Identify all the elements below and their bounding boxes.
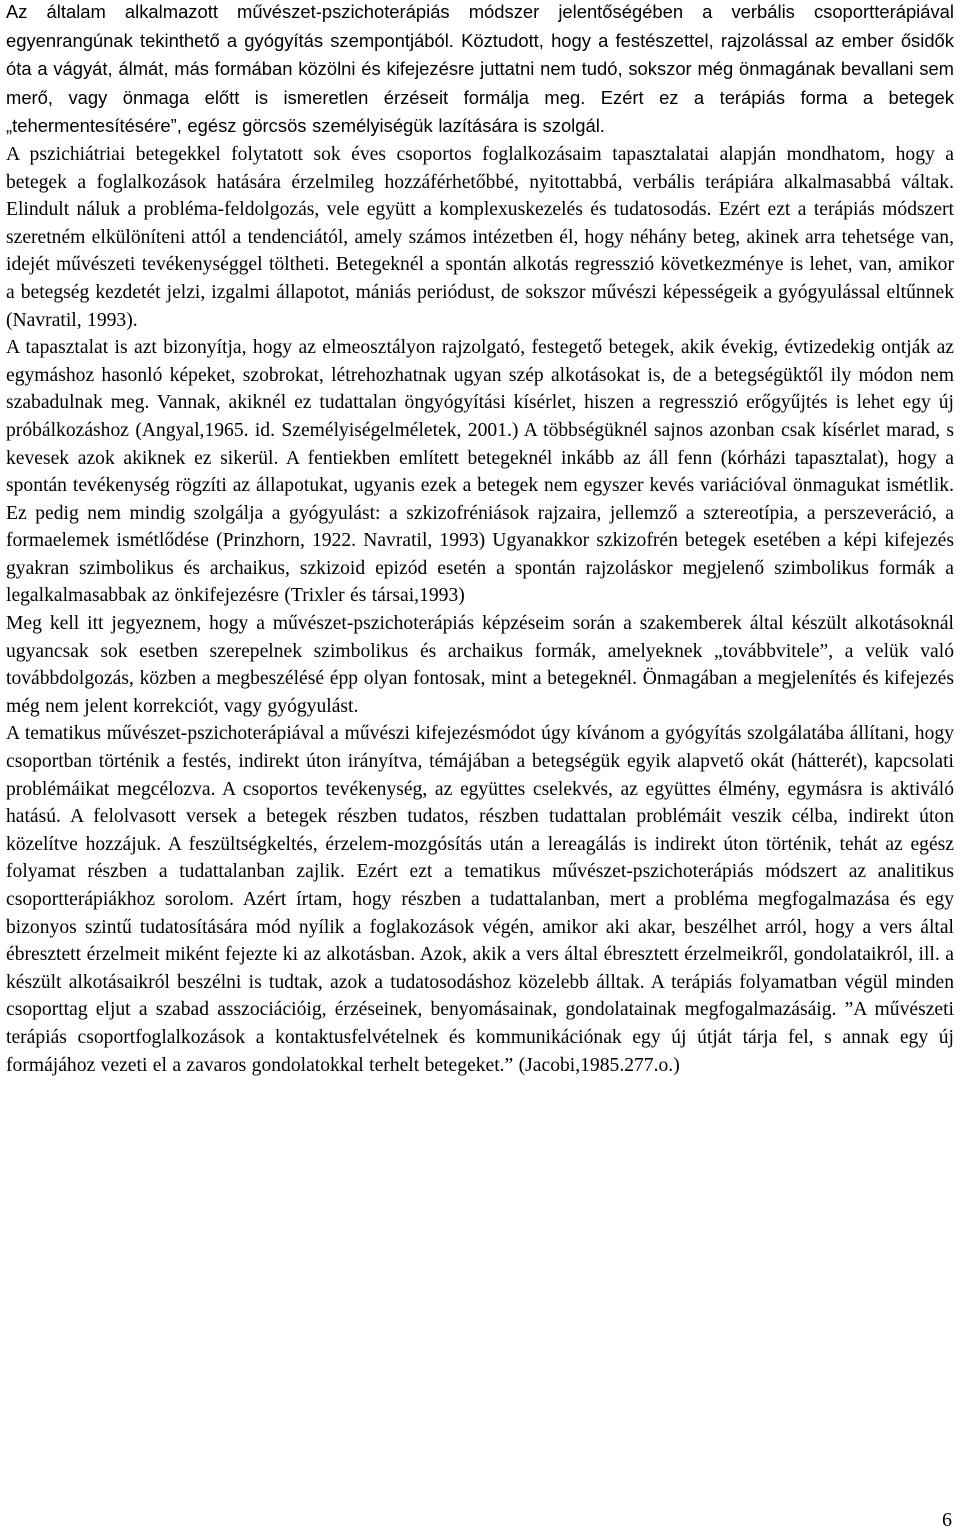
page-number: 6 bbox=[942, 1509, 952, 1531]
document-page bbox=[6, 0, 954, 1079]
paragraph-1-sans-text: Az általam alkalmazott művészet-pszichoterápiás módszer jelentőségében a verbális csoportterápiával egyenrangúnak tekinthető a gyógyítás szempontjából. Köztudott, hogy a festészettel, rajzolással az ember ősidők óta a vágyát, álmát, más formában közölni és kifejezésre juttatni nem tudó, sokszor még önmagának bevallani sem merő, vagy önmaga előtt is ismeretlen érzéseit formálja meg. Ezért ez a terápiás forma a betegek „tehermentesítésére”, egész görcsös személyiségük lazítására is szolgál. bbox=[6, 1, 954, 137]
paragraph-3: A tapasztalat is azt bizonyítja, hogy az elmeosztályon rajzolgató, festegető betegek, akik évekig, évtizedekig ontják az egymáshoz hasonló képeket, szobrokat, létrehozhatnak ugyan szép alkotásokat is, de a betegségüktől ily módon nem szabadulnak meg. Vannak, akiknél ez tudattalan öngyógyítási kísérlet, hiszen a regresszió erőgyűjtés is lehet egy új próbálkozáshoz (Angyal,1965. id. Személyiségelméletek, 2001.) A többségüknél sajnos azonban csak kísérlet marad, s kevesek azok akiknek ez sikerül. A fentiekben említett betegeknél inkább az áll fenn (kórházi tapasztalat), hogy a spontán tevékenység rögzíti az állapotukat, ugyanis ezek a betegek nem egyszer kevés variációval önmagukat ismétlik. Ez pedig nem mindig szolgálja a gyógyulást: a szkizofréniások rajzaira, jellemző a sztereotípia, a perszeveráció, a formaelemek ismétlődése (Prinzhorn, 1922. Navratil, 1993) Ugyanakkor szkizofrén betegek esetében a képi kifejezés gyakran szimbolikus és archaikus, szkizoid epizód esetén a spontán rajzoláskor megjelenő szimbolikus formák a legalkalmasabbak az önkifejezésre (Trixler és társai,1993) bbox=[6, 337, 954, 607]
paragraph-5: A tematikus művészet-pszichoterápiával a művészi kifejezésmódot úgy kívánom a gyógyítás szolgálatába állítani, hogy csoportban történik a festés, indirekt úton irányítva, témájában a betegségük egyik alapvető okát (hátterét), kapcsolati problémáikat megcélozva. A csoportos tevékenység, az együttes cselekvés, az együttes élmény, egymásra is aktiváló hatású. A felolvasott versek a betegek részben tudatos, részben tudattalan problémáit veszik célba, indirekt úton közelítve hozzájuk. A feszültségkeltés, érzelem-mozgósítás után a lereagálás is indirekt úton történik, tehát az egész folyamat részben a tudattalanban zajlik. Ezért ezt a tematikus művészet-pszichoterápiás módszert az analitikus csoportterápiákhoz sorolom. Azért írtam, hogy részben a tudattalanban, mert a probléma megfogalmazása és egy bizonyos szintű tudatosítására mód nyílik a foglakozások végén, amikor aki akar, beszélhet arról, hogy a vers által ébresztett érzelmeit miként fejezte ki az alkotásban. Azok, akik a vers által ébresztett érzelmeikről, gondolataikról, ill. a készült alkotásaikról beszélni is tudtak, azok a tudatosodáshoz közelebb álltak. A terápiás folyamatban végül minden csoporttag eljut a szabad asszociációig, érzéseinek, benyomásainak, gondolatainak megfogalmazásáig. ”A művészeti terápiás csoportfoglalkozások a kontaktusfelvételnek és kommunikációnak egy új útját tárja fel, s annak egy új formájához vezeti el a zavaros gondolatokkal terhelt betegeket.” (Jacobi,1985.277.o.) bbox=[6, 723, 954, 1076]
paragraph-2: A pszichiátriai betegekkel folytatott sok éves csoportos foglalkozásaim tapasztalatai alapján mondhatom, hogy a betegek a foglalkozások hatására érzelmileg hozzáférhetőbbé, nyitottabbá, verbális terápiára alkalmasabbá váltak. Elindult náluk a probléma-feldolgozás, vele együtt a komplexuskezelés és tudatosodás. Ezért ezt a terápiás módszert szeretném elkülöníteni attól a tendenciától, amely számos intézetben él, hogy néhány beteg, akinek arra tehetsége van, idejét művészeti tevékenységgel töltheti. Betegeknél a spontán alkotás regresszió következménye is lehet, van, amikor a betegség kezdetét jelzi, izgalmi állapotot, mániás periódust, de sokszor művészi képességeik a gyógyulással eltűnnek (Navratil, 1993). bbox=[6, 143, 954, 331]
paragraph-4: Meg kell itt jegyeznem, hogy a művészet-pszichoterápiás képzéseim során a szakemberek által készült alkotásoknál ugyancsak sok esetben szerepelnek szimbolikus és archaikus formák, amelyeknek „továbbvitele”, a velük való továbbdolgozás, közben a megbeszélésé épp olyan fontosak, mint a betegeknél. Önmagában a megjelenítés és kifejezés még nem jelent korrekciót, vagy gyógyulást. bbox=[6, 613, 954, 717]
paragraph-1 bbox=[6, 0, 954, 141]
